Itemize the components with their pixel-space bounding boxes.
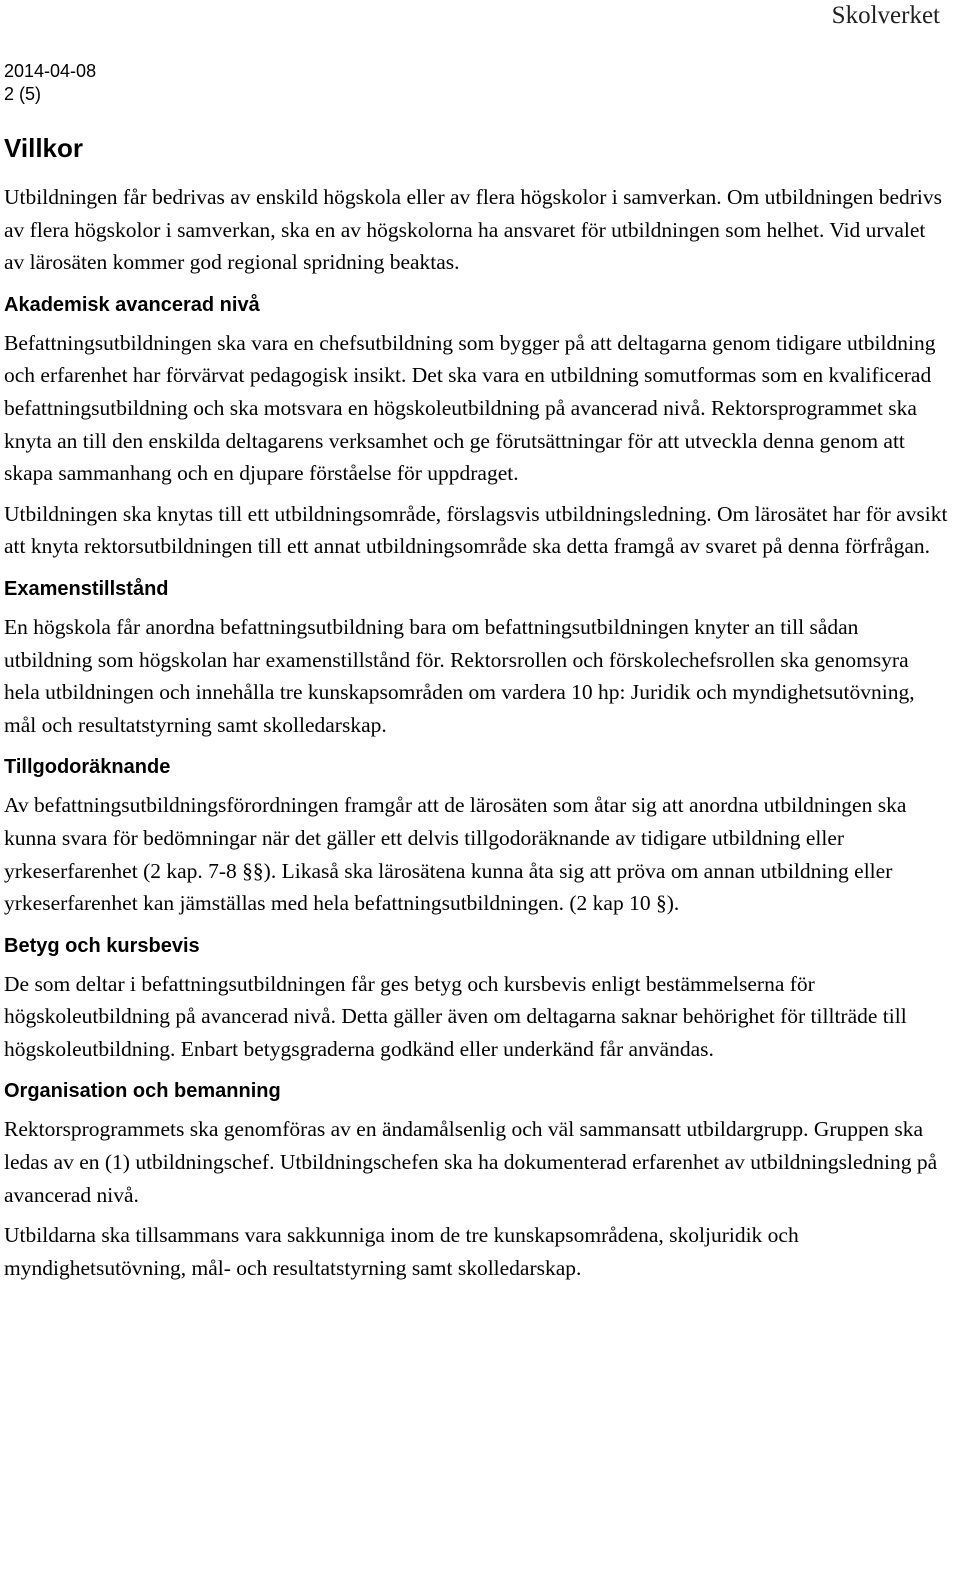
document-date: 2014-04-08 — [4, 61, 97, 81]
section-paragraph: Utbildningen ska knytas till ett utbildningsområde, förslagsvis utbildningsledning. Om lärosätet har för avsikt att knyta rektorsutbildningen till ett annat utbildningsområde ska detta framgå av svaret på denna förfrågan. — [4, 501, 948, 559]
document-meta — [4, 60, 96, 106]
section-heading: Examenstillstånd — [4, 577, 169, 600]
section-heading: Betyg och kursbevis — [4, 934, 200, 957]
intro-paragraph: Utbildningen får bedrivas av enskild högskola eller av flera högskolor i samverkan. Om utbildningen bedrivs av flera högskolor i samverkan, ska en av högskolorna ha ansvaret för utbildningen som helhet. Vid urvalet av lärosäten kommer god regional spridning beaktas. — [4, 185, 943, 275]
section-paragraph: Av befattningsutbildningsförordningen framgår att de lärosäten som åtar sig att anordna utbildningen ska kunna svara för bedömningar när det gäller ett delvis tillgodoräknande av tidigare utbildning eller yrkeserfarenhet (2 kap. 7-8 §§). Likaså ska lärosätena kunna åta sig att pröva om annan utbildning eller yrkeserfarenhet kan jämställas med hela befattningsutbildningen. (2 kap 10 §). — [4, 793, 907, 916]
organization-name: Skolverket — [831, 2, 940, 29]
section-paragraph: De som deltar i befattningsutbildningen får ges betyg och kursbevis enligt bestämmelserna för högskoleutbildning på avancerad nivå. Detta gäller även om deltagarna saknar behörighet för tillträde till högskoleutbildning. Enbart betygsgraderna godkänd eller underkänd får användas. — [4, 971, 907, 1061]
section-paragraph: Utbildarna ska tillsammans vara sakkunniga inom de tre kunskapsområdena, skoljuridik och myndighetsutövning, mål- och resultatstyrning samt skolledarskap. — [4, 1223, 799, 1280]
section-heading: Organisation och bemanning — [4, 1080, 281, 1103]
page-number: 2 (5) — [4, 84, 42, 104]
section-paragraph: Rektorsprogrammets ska genomföras av en ändamålsenlig och väl sammansatt utbildargrupp. Gruppen ska ledas av en (1) utbildningschef. Utbildningschefen ska ha dokumenterad erfarenhet av utbildningsledning på avancerad nivå. — [4, 1117, 938, 1207]
section-heading: Tillgodoräknande — [4, 756, 171, 779]
page-title: Villkor — [4, 133, 84, 163]
section-paragraph: En högskola får anordna befattningsutbildning bara om befattningsutbildningen knyter an till sådan utbildning som högskolan har examenstillstånd för. Rektorsrollen och förskolechefsrollen ska genomsyra hela utbildningen och innehålla tre kunskapsområden om vardera 10 hp: Juridik och myndighetsutövning, mål och resultatstyrning samt skolledarskap. — [4, 614, 915, 737]
section-paragraph: Befattningsutbildningen ska vara en chefsutbildning som bygger på att deltagarna genom tidigare utbildning och erfarenhet har förvärvat pedagogisk insikt. Det ska vara en utbildning somutformas som en kvalificerad befattningsutbildning och ska motsvara en högskoleutbildning på avancerad nivå. Rektorsprogrammet ska knyta an till den enskilda deltagarens verksamhet och ge förutsättningar för att utveckla denna genom att skapa sammanhang och en djupare förståelse för uppdraget. — [4, 330, 936, 486]
document-body — [4, 181, 948, 1292]
section-heading: Akademisk avancerad nivå — [4, 293, 260, 316]
